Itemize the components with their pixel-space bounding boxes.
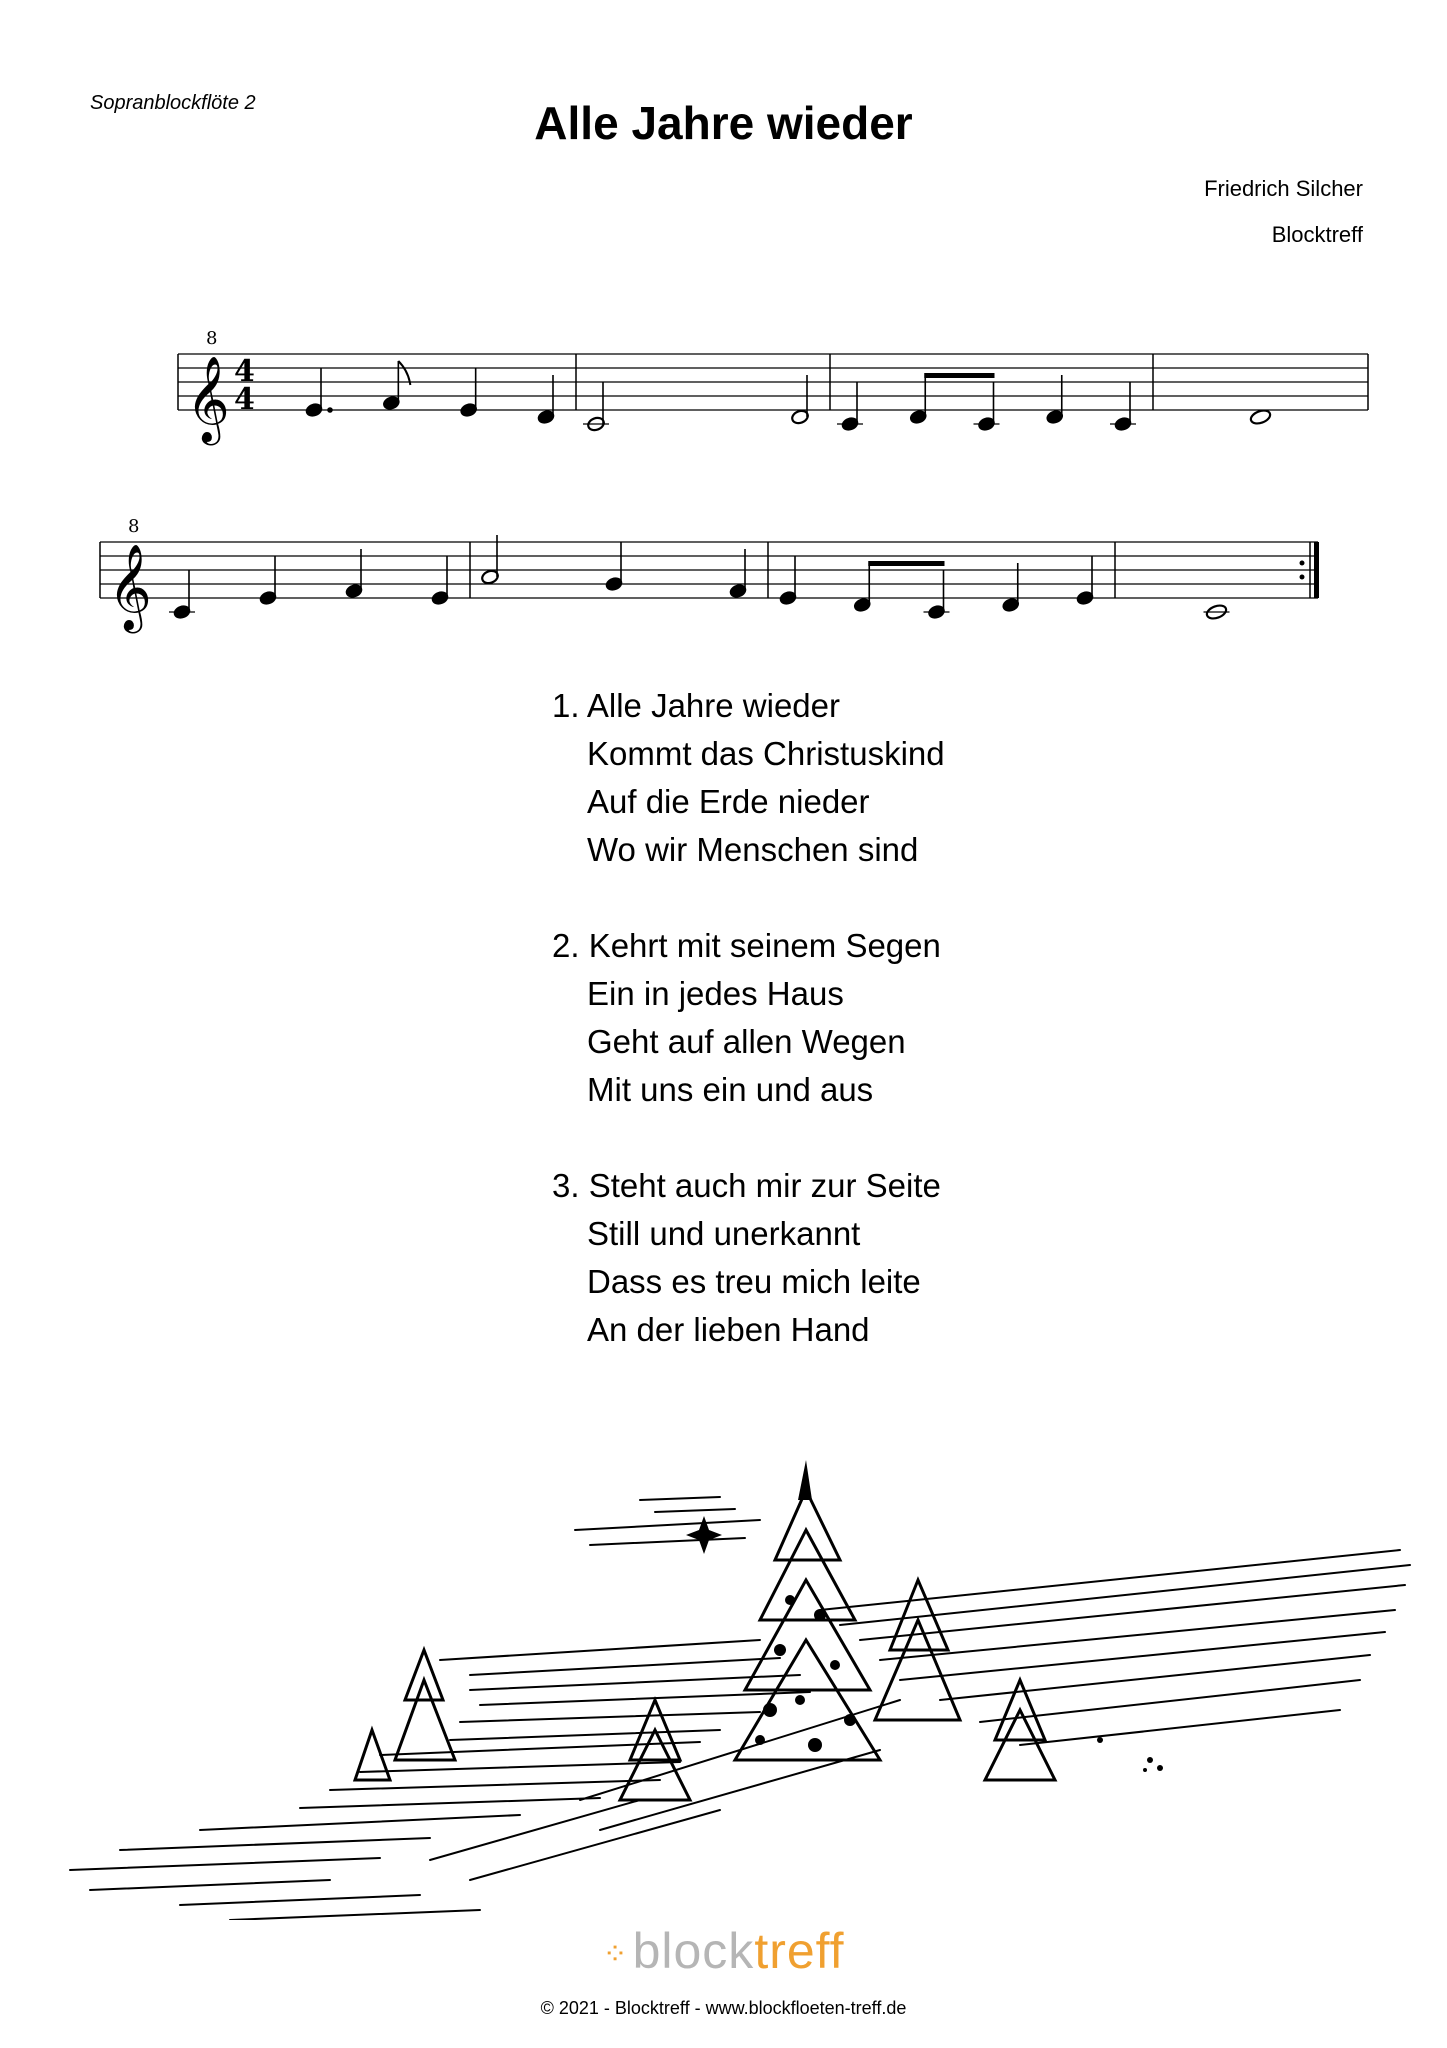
logo-text-treff: treff: [754, 1923, 845, 1979]
lyric-line: Geht auf allen Wegen: [587, 1023, 906, 1060]
copyright-footer: © 2021 - Blocktreff - www.blockfloeten-treff.de: [540, 1998, 907, 2018]
treble-clef-icon: 𝄞: [108, 544, 152, 630]
lyric-line: 1. Alle Jahre wieder: [552, 687, 840, 724]
time-signature-bottom: 4: [234, 382, 255, 417]
lyric-line: Still und unerkannt: [587, 1215, 861, 1252]
octave-mark: 8: [128, 516, 140, 537]
logo-dots-icon: ⁘: [602, 1938, 629, 1972]
lyric-line: Auf die Erde nieder: [587, 783, 870, 820]
lyric-line: 2. Kehrt mit seinem Segen: [552, 927, 941, 964]
page-title: Alle Jahre wieder: [534, 97, 913, 149]
lyric-line: Mit uns ein und aus: [587, 1071, 874, 1108]
composer-label: Friedrich Silcher: [1204, 176, 1363, 201]
octave-mark: 8: [206, 328, 218, 349]
lyric-line: 3. Steht auch mir zur Seite: [552, 1167, 941, 1204]
lyric-line: Ein in jedes Haus: [587, 975, 844, 1012]
blocktreff-logo: [0, 1922, 1447, 1980]
treble-clef-icon: 𝄞: [186, 356, 230, 442]
lyric-line: Kommt das Christuskind: [587, 735, 945, 772]
time-signature-top: 4: [234, 354, 255, 389]
logo-text-block: block: [632, 1923, 755, 1979]
lyric-line: Dass es treu mich leite: [587, 1263, 921, 1300]
instrument-label: Sopranblockflöte 2: [90, 92, 256, 114]
lyric-line: Wo wir Menschen sind: [587, 831, 919, 868]
arranger-label: Blocktreff: [1271, 222, 1363, 247]
lyric-line: An der lieben Hand: [587, 1311, 870, 1348]
